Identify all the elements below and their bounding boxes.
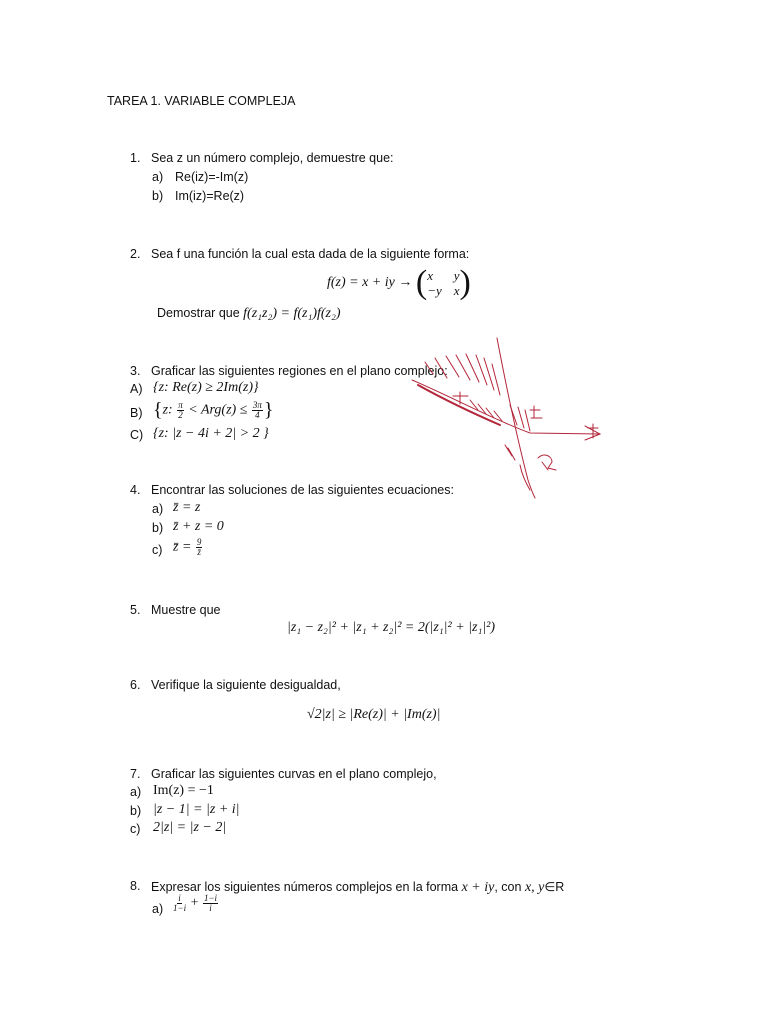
q7-a-label: a) — [130, 785, 142, 799]
q7-number: 7. — [130, 767, 141, 781]
q4-b-math: z̄ + z = 0 — [173, 519, 224, 534]
q2-demo — [157, 306, 341, 322]
q3-B-math: {z: $\frac{\pi}{2}$ < Arg(z) ≤ $\frac{3\pi}{4}$ } — [153, 399, 274, 421]
q3-B-frac2: $\frac{3\pi}{4}$ — [252, 400, 262, 420]
q4-c-frac: $\frac{9}{z̄}$ — [196, 537, 202, 557]
q2-demo-label: Demostrar que — [157, 306, 240, 320]
q4-c-math: z̄ = $\frac{9}{z̄}$ — [173, 537, 202, 557]
q8-a-label: a) — [152, 902, 164, 916]
q1-text: Sea z un número complejo, demuestre que: — [151, 151, 394, 165]
q3-C-math: {z: |z − 4i + 2| > 2 } — [153, 426, 269, 441]
q7-c-label: c) — [130, 822, 141, 836]
q3-B-label: B) — [130, 406, 143, 420]
q1-b-text: Im(iz)=Re(z) — [175, 189, 245, 203]
page-title: TAREA 1. VARIABLE COMPLEJA — [107, 94, 296, 108]
q3-A-math: {z: Re(z) ≥ 2Im(z)} — [153, 380, 259, 395]
q8-a-frac2: $\frac{1-i}{i}$ — [203, 893, 218, 913]
q3-A-label: A) — [130, 382, 143, 396]
q2-text: Sea f una función la cual esta dada de la siguiente forma: — [151, 247, 470, 261]
q3-number: 3. — [130, 364, 141, 378]
q7-b-math: |z − 1| = |z + i| — [153, 802, 240, 817]
q6-number: 6. — [130, 678, 141, 692]
q4-number: 4. — [130, 483, 141, 497]
q2-matrix: x y −y x — [427, 268, 460, 298]
q4-a-math: z̄ = z — [173, 500, 201, 515]
q7-b-label: b) — [130, 804, 142, 818]
q1-b-label: b) — [152, 189, 164, 203]
q7-a-math: Im(z) = −1 — [153, 783, 214, 798]
q4-text: Encontrar las soluciones de las siguientes ecuaciones: — [151, 483, 454, 497]
q1-a-text: Re(iz)=-Im(z) — [175, 170, 249, 184]
q1-number: 1. — [130, 151, 141, 165]
q5-number: 5. — [130, 603, 141, 617]
q3-B-frac1: $\frac{\pi}{2}$ — [178, 400, 183, 420]
q6-text: Verifique la siguiente desigualdad, — [151, 678, 341, 692]
q8-number: 8. — [130, 879, 141, 893]
q4-c-label: c) — [152, 543, 163, 557]
q1-a-label: a) — [152, 170, 164, 184]
q8-text: Expresar los siguientes números complejos en la forma x + iy, con x, y∈R — [151, 880, 565, 895]
q7-c-math: 2|z| = |z − 2| — [153, 820, 227, 835]
q8-a-frac1: $\frac{i}{1-i}$ — [173, 893, 187, 913]
q6-formula: √2|z| ≥ |Re(z)| + |Im(z)| — [307, 707, 441, 722]
q4-a-label: a) — [152, 502, 164, 516]
q5-text: Muestre que — [151, 603, 221, 617]
q2-demo-math: f(z₁z₂) = f(z₁)f(z₂) — [243, 306, 341, 321]
q3-text: Graficar las siguientes regiones en el plano complejo: — [151, 364, 448, 378]
q5-formula: |z₁ − z₂|² + |z₁ + z₂|² = 2(|z₁|² + |z₁|²) — [287, 620, 496, 635]
q8-a-math: $\frac{i}{1-i}$ + $\frac{1-i}{i}$ — [173, 893, 218, 913]
q2-number: 2. — [130, 247, 141, 261]
q3-C-label: C) — [130, 428, 144, 442]
q7-text: Graficar las siguientes curvas en el plano complejo, — [151, 767, 437, 781]
q2-formula-lhs: f(z) = x + iy → — [327, 275, 413, 291]
q2-formula: f(z) = x + iy → ( x y −y x ) — [327, 264, 471, 301]
q4-b-label: b) — [152, 521, 164, 535]
